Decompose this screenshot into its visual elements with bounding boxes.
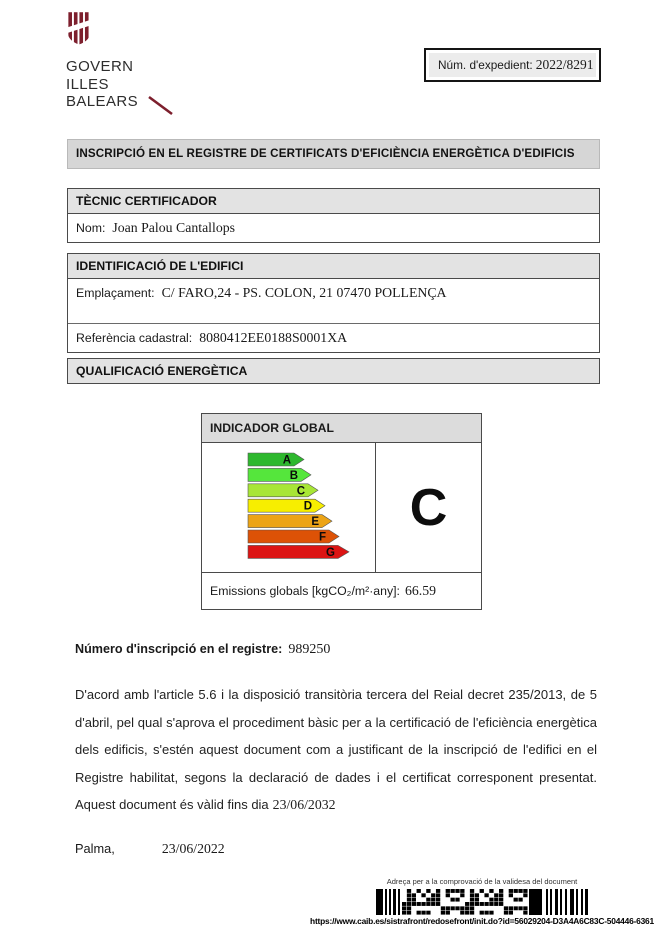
- band-letter-a: A: [282, 454, 291, 467]
- registry-label: Número d'inscripció en el registre:: [75, 642, 283, 656]
- tecnic-nom-row: [68, 214, 599, 242]
- legal-text: D'acord amb l'article 5.6 i la disposició transitòria tercera del Reial decret 235/2013, de 5 d'abril, pel qual s'aprova el procediment bàsic per a la certificació de l'eficiència energètica dels edificis, s'estén aquest document com a justificant de la inscripció de l'edifici en el Registre habilitat, segons la declaració de dades i el certificat corresponent presentat. Aquest document és vàlid fins dia: [75, 687, 597, 812]
- referencia-cadastral-row: [68, 323, 599, 352]
- band-letter-d: D: [303, 500, 312, 513]
- govern-logo: [66, 11, 138, 111]
- qualificacio-header: QUALIFICACIÓ ENERGÈTICA: [68, 359, 599, 383]
- band-letter-f: F: [318, 531, 326, 544]
- logo-slash-icon: [147, 95, 175, 117]
- org-name: [66, 58, 138, 111]
- validation-footer: [302, 877, 662, 926]
- emplacament-label: Emplaçament:: [76, 286, 155, 300]
- org-line-3: BALEARS: [66, 93, 138, 110]
- emissions-value: 66.59: [404, 583, 437, 598]
- validation-barcode-icon: [376, 889, 588, 915]
- indicador-header: INDICADOR GLOBAL: [202, 414, 481, 443]
- band-letter-g: G: [326, 546, 335, 559]
- band-letter-e: E: [311, 516, 319, 529]
- nom-label: Nom:: [76, 221, 106, 235]
- validation-url-link[interactable]: https://www.caib.es/sistrafront/redosefront/init.do?id=56029204-D3A4A6C83C-504446-6361: [310, 916, 654, 926]
- indicador-global-box: [201, 413, 482, 610]
- band-letter-c: C: [296, 485, 305, 498]
- signature-line: [75, 841, 225, 857]
- emissions-row: [202, 572, 481, 609]
- emplacament-value: C/ FARO,24 - PS. COLON, 21 07470 POLLENÇA: [161, 285, 447, 300]
- validation-caption: Adreça per a la comprovació de la validesa del document: [386, 877, 578, 886]
- expedient-label: Núm. d'expedient:: [438, 58, 533, 72]
- energy-scale-chart: [202, 443, 376, 572]
- document-title: INSCRIPCIÓ EN EL REGISTRE DE CERTIFICATS D'EFICIÈNCIA ENERGÈTICA D'EDIFICIS: [67, 139, 600, 169]
- emissions-label: Emissions globals [kgCO₂/m²·any]:: [210, 584, 400, 598]
- emplacament-row: [68, 279, 599, 323]
- section-identificacio-edifici: [67, 253, 600, 353]
- tecnic-header: TÈCNIC CERTIFICADOR: [68, 189, 599, 214]
- valid-until-date: 23/06/2032: [272, 797, 336, 812]
- legal-paragraph: [75, 681, 597, 819]
- energy-rating-value: C: [409, 478, 448, 537]
- referencia-value: 8080412EE0188S0001XA: [199, 330, 348, 345]
- expedient-number-box: [424, 48, 601, 82]
- registry-number-line: [75, 642, 330, 658]
- nom-value: Joan Palou Cantallops: [112, 220, 236, 235]
- expedient-value: 2022/8291: [535, 57, 594, 72]
- org-line-1: GOVERN: [66, 58, 134, 75]
- section-qualificacio-energetica: [67, 358, 600, 384]
- referencia-label: Referència cadastral:: [76, 331, 193, 345]
- energy-bands-icon: [202, 450, 376, 565]
- rating-cell: [376, 443, 481, 572]
- band-letter-b: B: [289, 469, 298, 482]
- org-line-2: ILLES: [66, 75, 109, 93]
- section-tecnic-certificador: [67, 188, 600, 243]
- balearic-shield-icon: [66, 11, 92, 45]
- signature-place: Palma,: [75, 841, 115, 856]
- signature-date: 23/06/2022: [161, 841, 225, 856]
- registry-value: 989250: [288, 642, 331, 657]
- edifici-header: IDENTIFICACIÓ DE L'EDIFICI: [68, 254, 599, 279]
